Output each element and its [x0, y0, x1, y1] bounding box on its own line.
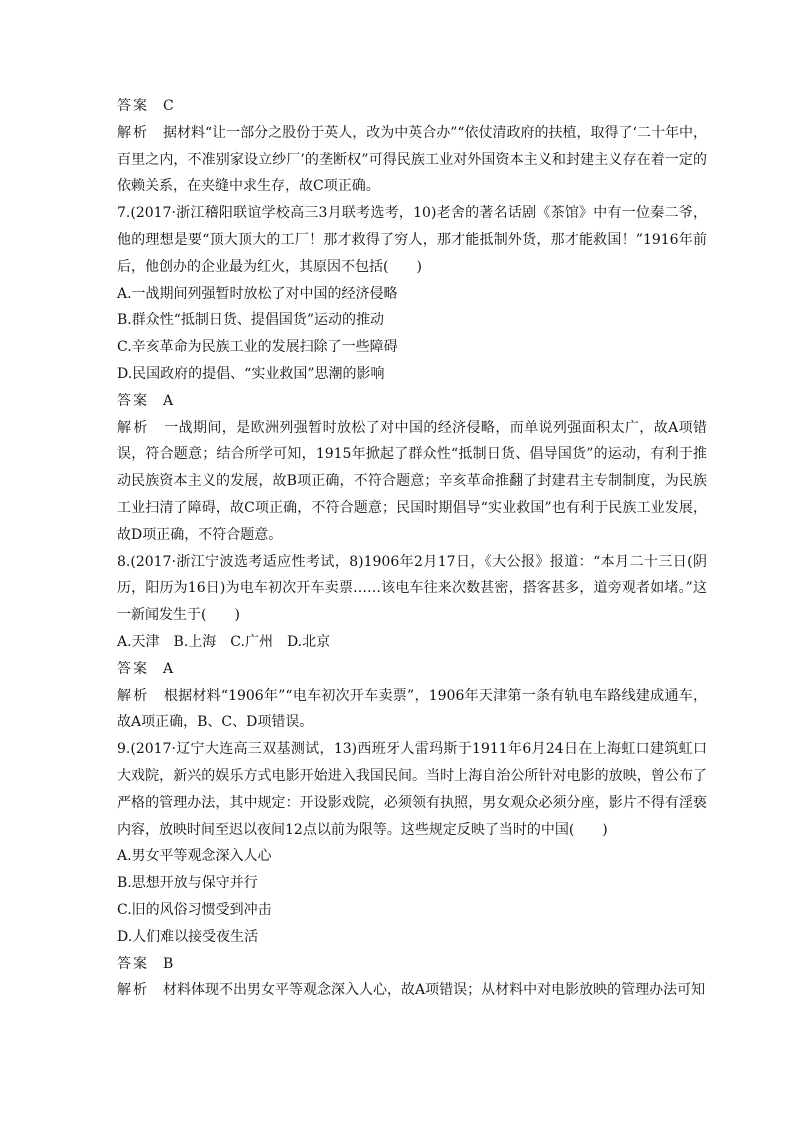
option-d: D.人们难以接受夜生活	[117, 928, 259, 945]
analysis-text: 据材料“让一部分之股份于英人，改为中英合办”“依仗清政府的扶植，取得了‘二十年中，百里之内，不准别家设立纱厂’的垄断权”可得民族工业对外国资本主义和封建主义存在着一定的依赖关系，在夹缝中求生存，故C项正确。	[117, 124, 708, 195]
analysis-label: 解析	[117, 982, 149, 999]
analysis-paragraph	[117, 415, 707, 549]
options-inline: A.天津 B.上海 C.广州 D.北京	[117, 633, 331, 650]
answer-text: A	[163, 392, 174, 409]
question-7: 7.(2017·浙江稽阳联谊学校高三3月联考选考，10)老舍的著名话剧《茶馆》中有一位秦二爷，他的理想是要“顶大顶大的工厂！那才救得了穷人，那才能抵制外货，那才能救国！”1916年前后，他创办的企业最为红火，其原因不包括( )	[117, 205, 707, 275]
answer-line	[117, 388, 707, 415]
analysis-paragraph	[117, 120, 707, 200]
option-b: B.群众性“抵制日货、提倡国货”运动的推动	[117, 312, 385, 329]
analysis-label: 解析	[117, 124, 150, 141]
option-c: C.旧的风俗习惯受到冲击	[117, 901, 272, 918]
answer-text: A	[163, 660, 174, 677]
answer-label: 答案	[117, 98, 149, 114]
option-a: A.一战期间列强暂时放松了对中国的经济侵略	[117, 285, 398, 302]
answer-line	[117, 93, 707, 120]
document-page	[117, 93, 707, 1004]
answer-line	[117, 656, 707, 683]
option-a: A.男女平等观念深入人心	[117, 848, 272, 865]
analysis-text: 根据材料“1906年”“电车初次开车卖票”，1906年天津第一条有轨电车路线建成通车，故A项正确，B、C、D项错误。	[117, 687, 707, 731]
answer-label: 答案	[117, 660, 149, 677]
option-d: D.民国政府的提倡、“实业救国”思潮的影响	[117, 365, 385, 382]
analysis-label: 解析	[117, 419, 150, 436]
question-9: 9.(2017·辽宁大连高三双基测试，13)西班牙人雷玛斯于1911年6月24日在上海虹口建筑虹口大戏院，新兴的娱乐方式电影开始进入我国民间。当时上海自治公所针对电影的放映，曾公布了严格的管理办法，其中规定：开设影戏院，必须领有执照，男女观众必须分座，影片不得有淫亵内容，放映时间至迟以夜间12点以前为限等。这些规定反映了当时的中国( )	[117, 741, 707, 838]
option-c: C.辛亥革命为民族工业的发展扫除了一些障碍	[117, 339, 398, 356]
option-b: B.思想开放与保守并行	[117, 875, 258, 892]
answer-label: 答案	[117, 392, 149, 409]
answer-line	[117, 951, 707, 978]
analysis-text: 材料体现不出男女平等观念深入人心，故A项错误；从材料中对电影放映的管理办法可知	[163, 982, 706, 999]
answer-label: 答案	[117, 955, 149, 972]
analysis-label: 解析	[117, 687, 150, 704]
answer-text: C	[163, 98, 174, 114]
question-8: 8.(2017·浙江宁波选考适应性考试，8)1906年2月17日，《大公报》报道：“本月二十三日(阴历，阳历为16日)为电车初次开车卖票……该电车往来次数甚密，搭客甚多，道旁观者如堵。”这一新闻发生于( )	[117, 553, 707, 624]
analysis-paragraph	[117, 977, 707, 1004]
analysis-paragraph	[117, 683, 707, 737]
analysis-text: 一战期间，是欧洲列强暂时放松了对中国的经济侵略，而单说列强面积太广，故A项错误，符合题意；结合所学可知，1915年掀起了群众性“抵制日货、倡导国货”的运动，有利于推动民族资本主义的发展，故B项正确，不符合题意；辛亥革命推翻了封建君主专制制度，为民族工业扫清了障碍，故C项正确，不符合题意；民国时期倡导“实业救国”也有利于民族工业发展，故D项正确，不符合题意。	[117, 419, 708, 543]
answer-text: B	[163, 955, 174, 972]
